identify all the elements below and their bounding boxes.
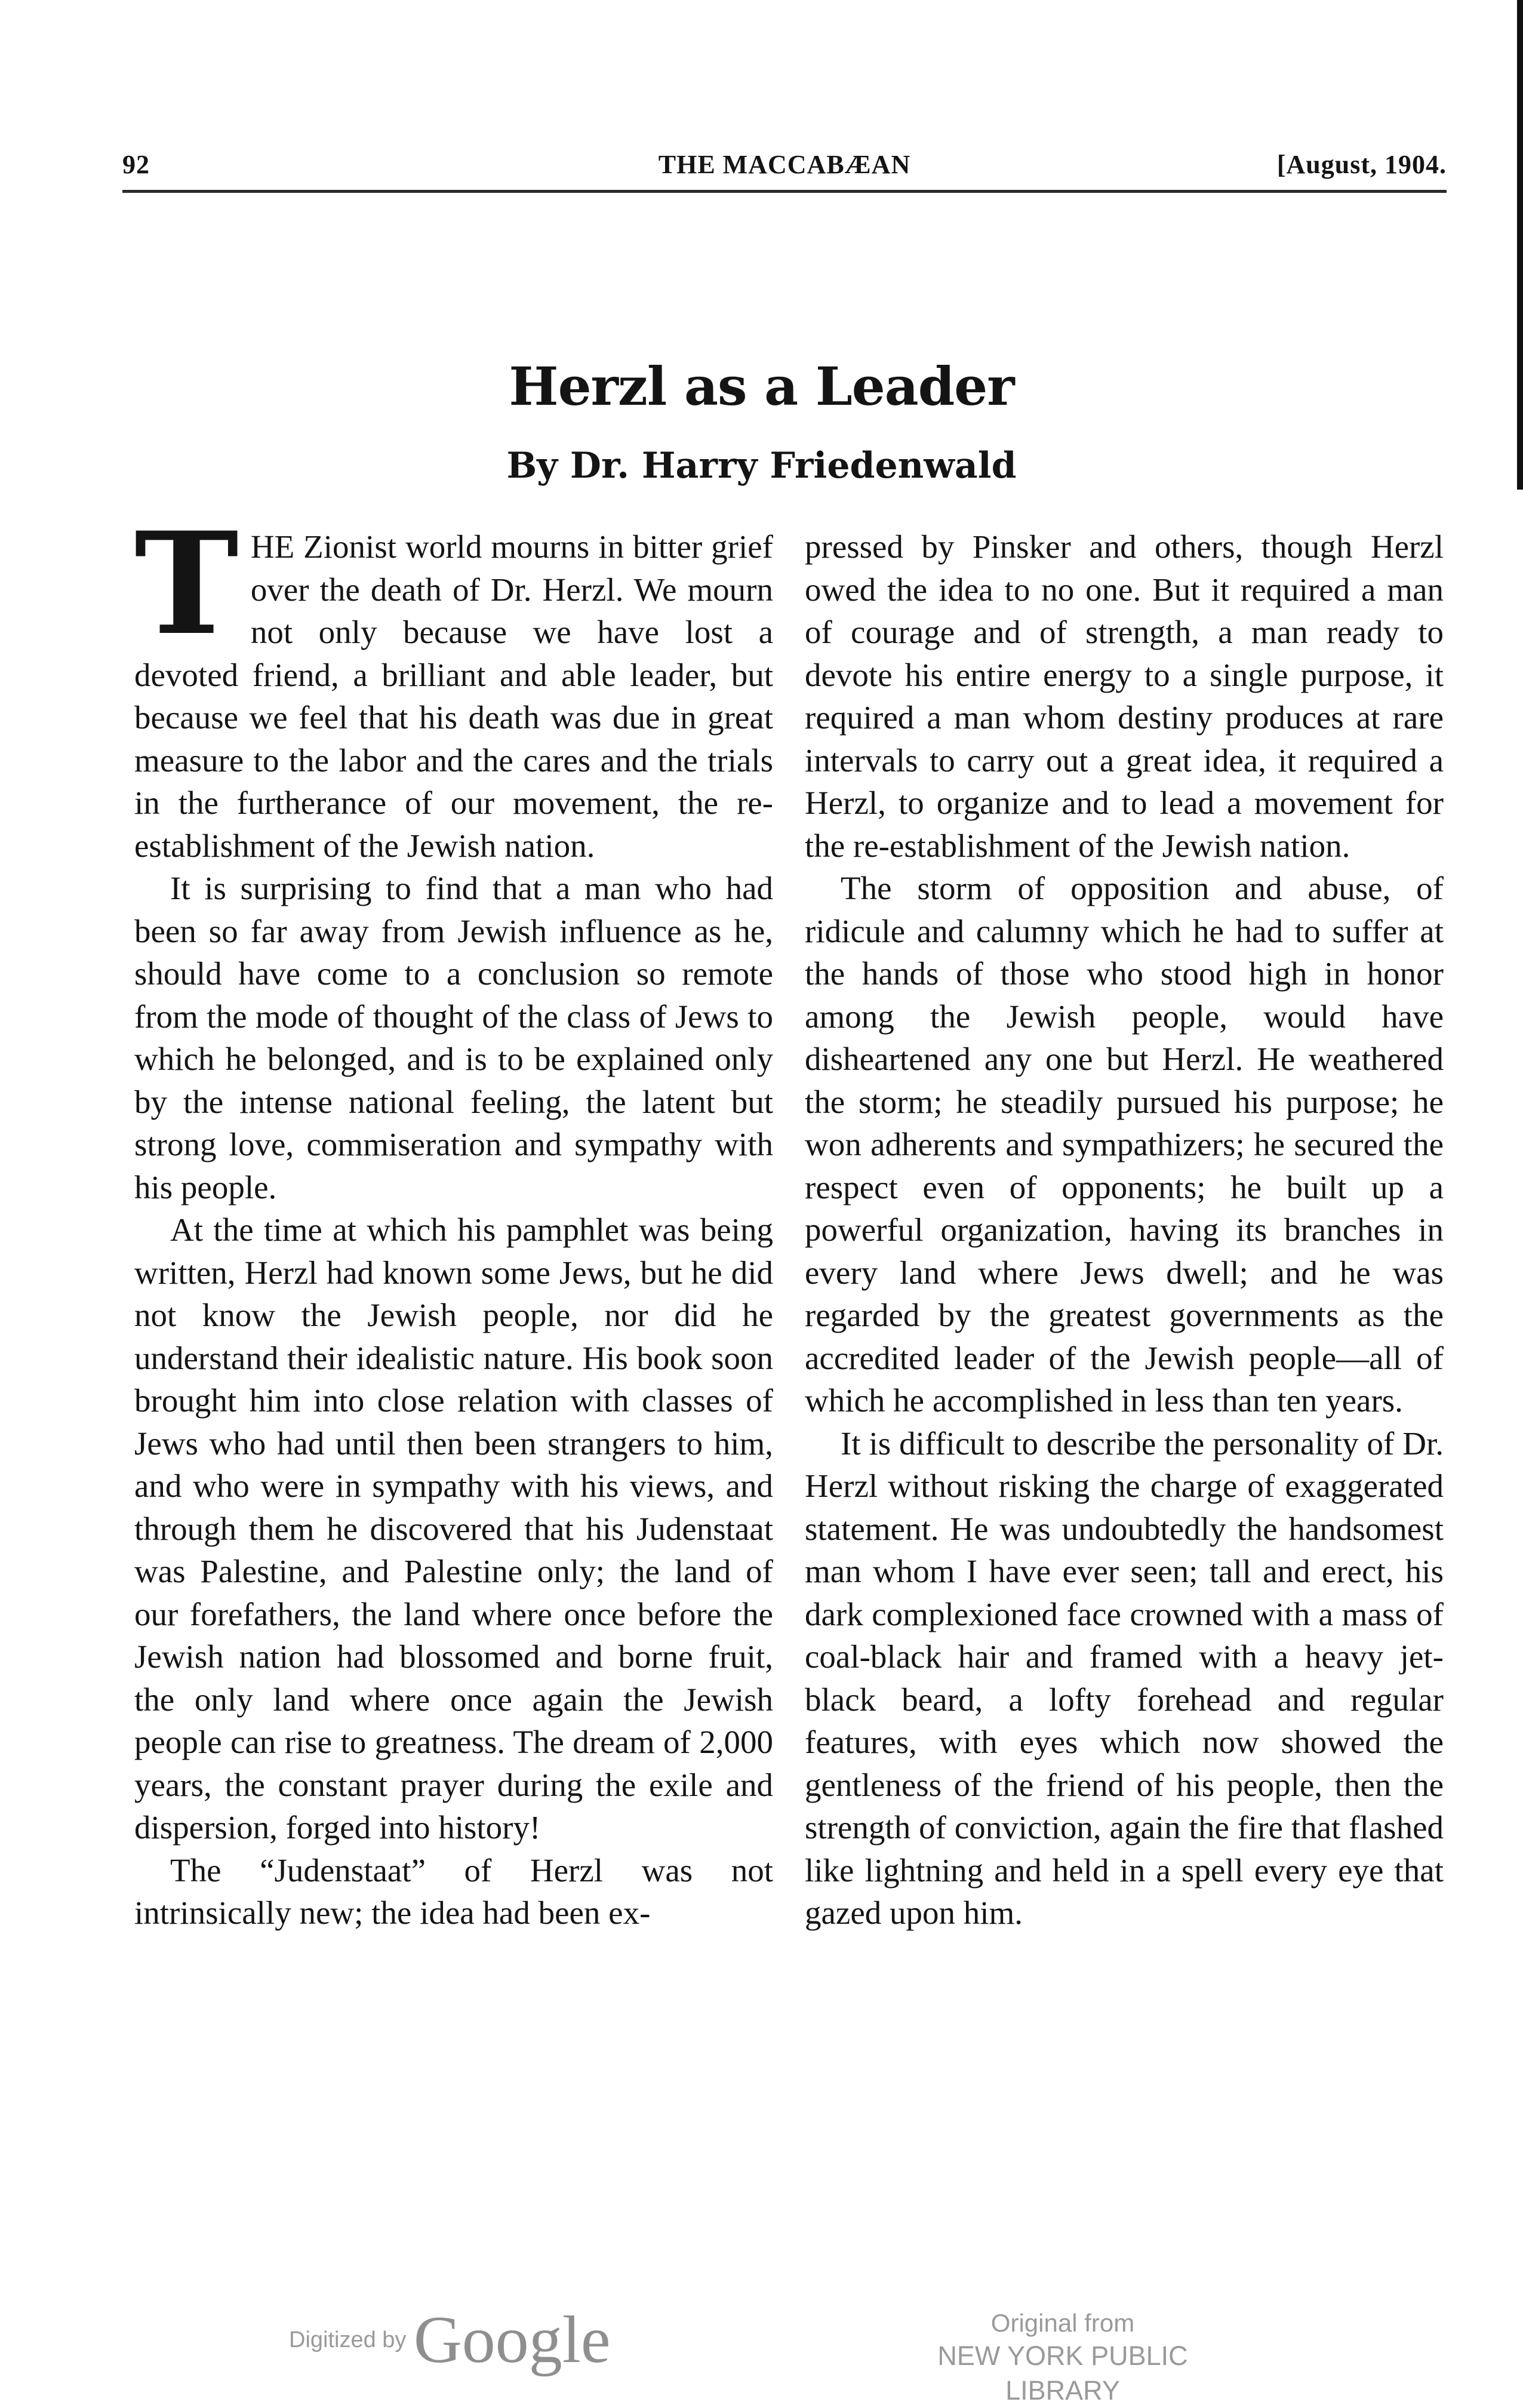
article-title: Herzl as a Leader (509, 355, 1014, 417)
paragraph: The “Judenstaat” of Herzl was not intrinsically new; the idea had been ex- (134, 1852, 773, 1931)
paragraph: It is difficult to describe the personality of Dr. Herzl without risking the charge of exaggerated statement. He was undoubtedly the handsomest man whom I have ever seen; tall and erect, his dark complexioned face crowned with a mass of coal-black hair and framed with a heavy jet-black beard, a lofty forehead and regular features, with eyes which now showed the gentleness of the friend of his people, then the strength of conviction, again the fire that flashed like lightning and held in a spell every eye that gazed upon him. (805, 1425, 1444, 1931)
left-column (134, 502, 773, 1935)
original-from-label: Original from (990, 2309, 1135, 2337)
google-logo: Google (413, 2303, 611, 2377)
header-rule (122, 190, 1447, 193)
paragraph: At the time at which his pamphlet was being written, Herzl had known some Jews, but he did not know the Jewish people, nor did he understand their idealistic nature. His book soon brought him into close relation with classes of Jews who had until then been strangers to him, and who were in sympathy with his views, and through them he discovered that his Judenstaat was Palestine, and Palestine only; the land of our forefathers, the land where once before the Jewish nation had blossomed and borne fruit, the only land where once again the Jewish people can rise to greatness. The dream of 2,000 years, the constant prayer during the exile and dispersion, forged into history! (134, 1211, 773, 1846)
page-number: 92 (122, 150, 150, 179)
paragraph-text: HE Zionist world mourns in bitter grief over the death of Dr. Herzl. We mourn not only because we have lost a devoted friend, a brilliant and able leader, but because we feel that his death was due in great measure to the labor and the cares and the trials in the furtherance of our movement, the re-establishment of the Jewish nation. (134, 528, 773, 864)
right-column (805, 525, 1444, 1935)
digitized-by-label: Digitized by (289, 2327, 407, 2352)
digitization-credit (289, 2302, 611, 2379)
source-credit (878, 2308, 1248, 2408)
paragraph: It is surprising to find that a man who had been so far away from Jewish influence as he, should have come to a conclusion so remote from the mode of thought of the class of Jews to which he belonged, and is to be explained only by the intense national feeling, the latent but strong love, commiseration and sympathy with his people. (134, 870, 773, 1205)
paragraph (134, 502, 773, 867)
paragraph: The storm of opposition and abuse, of ridicule and calumny which he had to suffer at the hands of those who stood high in honor among the Jewish people, would have disheartened any one but Herzl. He weathered the storm; he steadily pursued his purpose; he won adherents and sympathizers; he secured the respect even of opponents; he built up a powerful organization, having its branches in every land where Jews dwell; and he was regarded by the greatest governments as the accredited leader of the Jewish people—all of which he accomplished in less than ten years. (805, 870, 1444, 1419)
paragraph: pressed by Pinsker and others, though Herzl owed the idea to no one. But it required a man of courage and of strength, a man ready to devote his entire energy to a single purpose, it required a man whom destiny produces at rare intervals to carry out a great idea, it required a Herzl, to organize and to lead a movement for the re-establishment of the Jewish nation. (805, 528, 1444, 864)
running-title: THE MACCABÆAN (658, 150, 911, 179)
drop-cap: T (134, 502, 239, 666)
article-byline: By Dr. Harry Friedenwald (506, 445, 1017, 487)
library-name: NEW YORK PUBLIC LIBRARY (937, 2341, 1188, 2406)
page-edge-shadow (1517, 0, 1523, 490)
issue-date: [August, 1904. (1276, 150, 1447, 179)
running-header (122, 149, 1447, 185)
